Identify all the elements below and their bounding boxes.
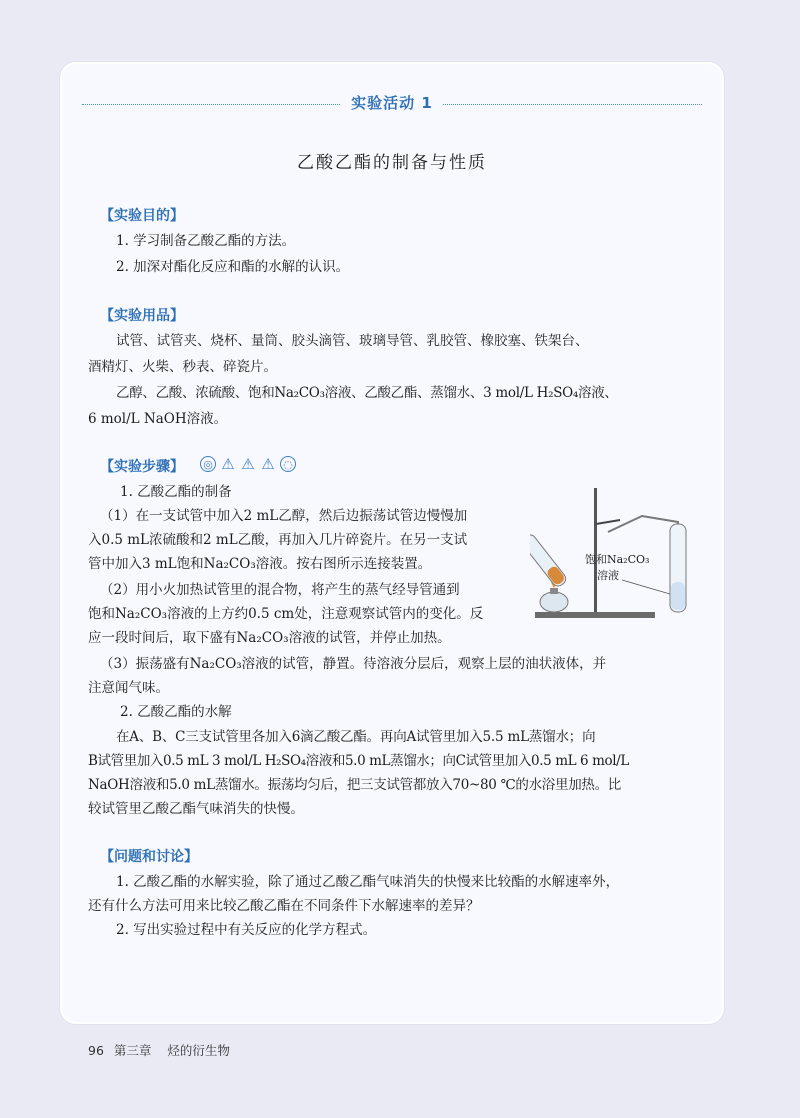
steps-line: 入0.5 mL浓硫酸和2 mL乙酸，再加入几片碎瓷片。在另一支试 [88,532,468,548]
figure-label-solution: 溶液 [597,569,619,582]
corrosive-warning-icon: ⚠ [241,455,255,473]
steps-line: 1. 乙酸乙酯的制备 [120,484,232,500]
chapter-label: 第三章 [113,1043,152,1058]
page-number: 96 [88,1043,104,1058]
stand-rod [594,488,597,612]
discussion-line: 2. 写出实验过程中有关反应的化学方程式。 [116,922,377,938]
flame-warning-icon: ⚠ [221,455,235,473]
activity-label: 实验活动 1 [62,92,722,113]
steps-line: 较试管里乙酸乙酯气味消失的快慢。 [88,801,304,817]
page-footer [88,1041,230,1059]
steps-line: 在A、B、C三支试管里各加入6滴乙酸乙酯。再向A试管里加入5.5 mL蒸馏水；向 [116,729,596,745]
materials-line: 酒精灯、火柴、秒表、碎瓷片。 [88,359,277,375]
stand-base [535,612,655,618]
purpose-line: 1. 学习制备乙酸乙酯的方法。 [116,233,296,249]
steps-line: B试管里加入0.5 mL 3 mol/L H₂SO₄溶液和5.0 mL蒸馏水；向C试管里加入0.5 mL 6 mol/L [88,753,629,769]
chapter-title: 烃的衍生物 [167,1043,230,1058]
toxic-warning-icon: ⚠ [261,455,275,473]
steps-line: 2. 乙酸乙酯的水解 [120,704,232,720]
section-heading-steps: 【实验步骤】 [100,459,184,475]
steps-line: 注意闻气味。 [88,680,169,696]
figure-label-saturated: 饱和Na₂CO₃ [585,553,650,566]
ventilation-icon: ◌ [280,456,296,472]
materials-line: 试管、试管夹、烧杯、量筒、胶头滴管、玻璃导管、乳胶管、橡胶塞、铁架台、 [116,333,589,349]
discussion-line: 1. 乙酸乙酯的水解实验，除了通过乙酸乙酯气味消失的快慢来比较酯的水解速率外， [116,874,620,890]
steps-line: NaOH溶液和5.0 mL蒸馏水。振荡均匀后，把三支试管都放入70~80 ℃的水浴里加热。比 [88,777,621,793]
goggles-icon: ◎ [200,456,216,472]
section-heading-materials: 【实验用品】 [100,308,184,324]
alcohol-lamp [540,592,568,612]
section-heading-purpose: 【实验目的】 [100,208,184,224]
safety-icons [200,456,296,472]
steps-line: （2）用小火加热试管里的混合物，将产生的蒸气经导管通到 [100,582,460,598]
page-title: 乙酸乙酯的制备与性质 [297,153,487,173]
discussion-line: 还有什么方法可用来比较乙酸乙酯在不同条件下水解速率的差异？ [88,898,480,914]
materials-line: 6 mol/L NaOH溶液。 [88,411,228,427]
steps-line: 管中加入3 mL饱和Na₂CO₃溶液。按右图所示连接装置。 [88,556,432,572]
apparatus-diagram [530,484,700,620]
reaction-tube [530,533,568,589]
section-heading-discussion: 【问题和讨论】 [100,849,198,865]
materials-line: 乙醇、乙酸、浓硫酸、饱和Na₂CO₃溶液、乙酸乙酯、蒸馏水、3 mol/L H₂SO₄溶液、 [116,385,618,401]
steps-line: （1）在一支试管中加入2 mL乙醇，然后边振荡试管边慢慢加 [100,508,468,524]
purpose-line: 2. 加深对酯化反应和酯的水解的认识。 [116,259,350,275]
steps-line: （3）振荡盛有Na₂CO₃溶液的试管，静置。待溶液分层后，观察上层的油状液体，并 [100,656,607,672]
steps-line: 饱和Na₂CO₃溶液的上方约0.5 cm处，注意观察试管内的变化。反 [88,606,484,622]
steps-line: 应一段时间后，取下盛有Na₂CO₃溶液的试管，并停止加热。 [88,630,451,646]
